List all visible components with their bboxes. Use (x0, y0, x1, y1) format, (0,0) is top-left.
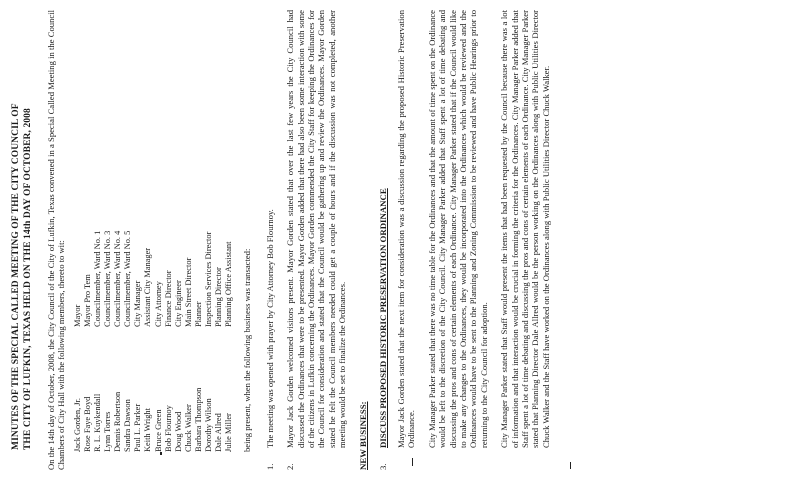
attendee-name: R. L. Kuykendall (93, 393, 102, 452)
attendee-name: Bob Flournoy (163, 405, 173, 452)
attendee-role: City Attorney (153, 281, 163, 327)
attendee-role: Main Street Director (183, 257, 193, 327)
attendee-role: Mayor (72, 304, 82, 327)
scan-speck (570, 462, 571, 469)
attendee-name: Lynn Torres (103, 411, 113, 452)
attendee-name: Bruce Green (153, 409, 163, 452)
attendee-name: Julie Miller (224, 413, 234, 452)
attendee-name: Doug Wood (173, 411, 183, 452)
item-3-paragraph-3: City Manager Parker stated that Staff would present the items that had been requested by the Council because there was a lot of information and that interaction would be crucial in forming the criteria for the Ordinances. City Manager Parker added that Staff spent a lot of time debating and discussing the pros and cons of certain elements of each Ordinance. City Manager Parker stated that Planning Director Dale Allred would be the person working on the Ordinances along with Public Utilities Director Chuck Walker and the Staff have worked on the Ordinances along with Public Utilities Director Chuck Walker. (499, 10, 551, 448)
agenda-item-2 (285, 10, 347, 470)
attendee-role: Planner (193, 301, 203, 327)
attendee-row (204, 10, 214, 452)
attendee-roster (73, 10, 235, 452)
attendee-row (143, 10, 153, 452)
quorum-line: being present, when the following business was transacted: (242, 248, 253, 452)
attendee-name: Sandra Dawson (123, 399, 133, 452)
attendee-row (154, 10, 164, 452)
attendee-role: Councilmember, Ward No. 3 (103, 230, 113, 327)
attendee-name: Keith Wright (143, 408, 153, 452)
attendee-role: Mayor Pro Tem (82, 274, 92, 327)
scan-speck (160, 452, 162, 455)
attendee-row (194, 10, 204, 452)
item-text: Mayor Jack Gorden welcomed visitors present. Mayor Gorden stated that over the last few years the City Council had discussed the Ordinances that were to be presented. Mayor Gorden added that there had also been some interaction with some of the citizens in Lufkin concerning the Ordinances. Mayor Gorden commended the City Staff for keeping the Ordinances for the Council for consideration and stated that the Council would be gathering up and review the Ordinances. Mayor Gorden stated he felt the Council members needed could get a couple of hours and if the discussion was not completed, another meeting would be set to finalize the Ordinances. (285, 10, 348, 448)
intro-paragraph: On the 14th day of October, 2008, the City Council of the City of Lufkin, Texas convened in a Special Called Meeting in the Council Chambers of City Hall with the following members, thereto to wit: (46, 10, 67, 470)
attendee-role: Councilmember, Ward No. 5 (123, 230, 133, 327)
attendee-row (103, 10, 113, 452)
attendee-row (73, 10, 83, 452)
new-business-heading: NEW BUSINESS: (357, 401, 368, 470)
attendee-name: Jack Gorden, Jr. (72, 398, 82, 452)
item-3-paragraph-1: Mayor Jack Gorden stated that the next item for consideration was a discussion regarding the proposed Historic Preservation Ordinance. (395, 10, 417, 448)
attendee-row (184, 10, 194, 452)
attendee-role: City Engineer (173, 280, 183, 327)
attendee-role: Planning Office Assistant (224, 241, 234, 327)
attendee-role: Inspection Services Director (204, 231, 214, 327)
agenda-item-1 (265, 10, 275, 470)
minutes-title-line-2: THE CITY OF LUFKIN, TEXAS HELD ON THE 14th DAY OF OCTOBER, 2008 (23, 108, 33, 450)
agenda-item-3 (378, 10, 388, 470)
attendee-row (133, 10, 143, 452)
item-number: 2. (285, 463, 296, 470)
scan-speck (412, 458, 413, 466)
attendee-name: Dorothy Wilson (204, 398, 214, 452)
attendee-name: Paul L. Parker (133, 403, 143, 452)
attendee-role: Councilmember, Ward No. 1 (93, 230, 102, 327)
item-3-paragraph-2: City Manager Parker stated that there was no time table for the Ordinances and that the amount of time spent on the Ordinance would be left to the discretion of the City Council. City Manager Parker added that Staff spent a lot of time debating and discussing the pros and cons of certain elements of each Ordinance. City Manager Parker stated that if the Council would like to make any changes to the Ordinances, they would be incorporated into the Ordinances which would be reviewed and the Ordinances would have to be sent to the Planning and Zoning Commission to be reviewed and have Public Hearings prior to returning to the City Council for adoption. (426, 10, 489, 448)
item-number: 3. (377, 463, 388, 470)
item-heading: DISCUSS PROPOSED HISTORIC PRESERVATION ORDINANCE (377, 188, 388, 448)
attendee-name: Rose Faye Boyd (82, 396, 92, 452)
attendee-role: Finance Director (163, 270, 173, 327)
attendee-name: Chuck Walker (183, 404, 193, 452)
attendee-row (113, 10, 123, 452)
attendee-row (164, 10, 174, 452)
attendee-row (93, 10, 103, 452)
attendee-row (123, 10, 133, 452)
attendee-row (224, 10, 234, 452)
attendee-role: Councilmember, Ward No. 4 (113, 230, 123, 327)
attendee-name: Barbara Thompson (193, 387, 203, 452)
item-number: 1. (264, 463, 275, 470)
attendee-role: Assistant City Manager (143, 247, 153, 327)
attendee-role: City Manager (133, 280, 143, 327)
attendee-row (214, 10, 224, 452)
attendee-row (174, 10, 184, 452)
attendee-name: Dale Allred (214, 413, 224, 452)
minutes-title-line-1: MINUTES OF THE SPECIAL CALLED MEETING OF THE CITY COUNCIL OF (11, 103, 21, 450)
attendee-name: Dennis Robertson (113, 391, 123, 452)
rotated-document (10, 10, 790, 470)
attendee-role: Planning Director (214, 267, 224, 327)
attendee-row (83, 10, 93, 452)
item-text: The meeting was opened with prayer by City Attorney Bob Flournoy. (264, 209, 275, 448)
